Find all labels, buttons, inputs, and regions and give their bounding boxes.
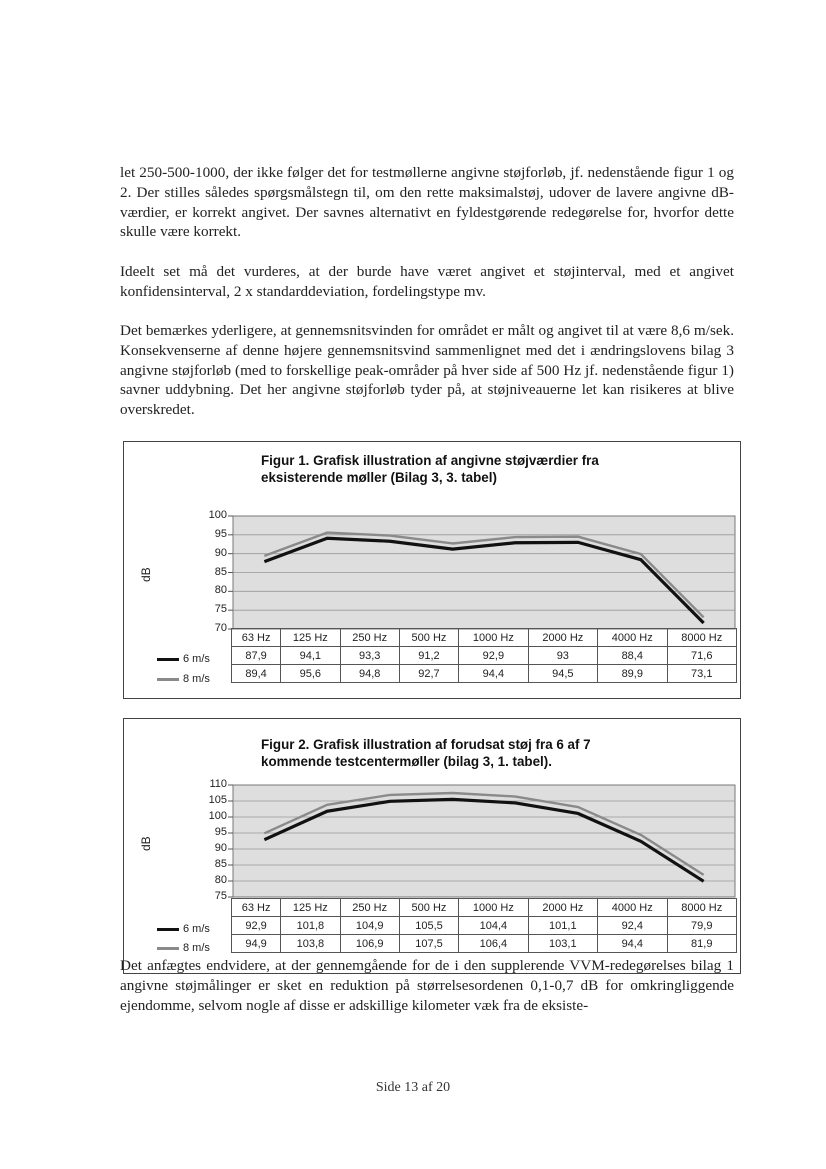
paragraph-2: Ideelt set må det vurderes, at der burde have været angivet et støjinterval, med et angivet konfidensinterval, 2 x standarddeviation, fordelingstype mv. [120, 263, 734, 300]
figure-1 [123, 441, 741, 699]
y-tick-label: 70 [214, 622, 227, 634]
data-label: 87,9 [232, 647, 281, 665]
legend-swatch-6ms [157, 658, 179, 661]
figure-2 [123, 718, 741, 974]
data-label: 106,4 [459, 935, 528, 953]
x-tick-label: 8000 Hz [667, 899, 737, 917]
x-tick-label: 63 Hz [232, 629, 281, 647]
x-tick-label: 1000 Hz [459, 629, 528, 647]
data-label: 93 [528, 647, 597, 665]
table-row [232, 647, 737, 665]
x-tick-label: 4000 Hz [598, 629, 667, 647]
x-tick-label: 500 Hz [399, 629, 458, 647]
y-tick-label: 85 [214, 858, 227, 870]
legend-swatch-6ms [157, 928, 179, 931]
data-label: 92,7 [399, 665, 458, 683]
figure-1-plot [233, 516, 735, 629]
figure-2-legend-8ms [157, 942, 210, 954]
x-tick-label: 4000 Hz [598, 899, 667, 917]
y-tick-label: 80 [214, 874, 227, 886]
figure-2-plot [233, 785, 735, 897]
paragraph-4: Det anfægtes endvidere, at der gennemgående for de i den supplerende VVM-redegørelses bilag 1 angivne støjmålinger er sket en reduktion på størrelsesordenen 0,1-0,7 dB for omkringliggende ejendomme, selvom nogle af disse er adskillige kilometer væk fra de eksiste- [120, 957, 734, 1014]
figure-1-data-table [231, 628, 737, 683]
data-label: 101,8 [281, 917, 340, 935]
data-label: 93,3 [340, 647, 399, 665]
paragraph-1: let 250-500-1000, der ikke følger det for testmøllerne angivne støjforløb, jf. nedenstående figur 1 og 2. Der stilles således spørgsmålstegn til, om den rette maksimalstøj, udover de lavere angivne dB-værdier, er korrekt angivet. Der savnes alternativt en fyldestgørende redegørelse for, hvorfor dette skulle være korrekt. [120, 164, 734, 241]
x-tick-label: 8000 Hz [667, 629, 737, 647]
x-tick-label: 250 Hz [340, 629, 399, 647]
figure-1-ylabel: dB [139, 567, 153, 582]
y-tick-label: 95 [214, 527, 227, 540]
paragraph-3: Det bemærkes yderligere, at gennemsnitsvinden for området er målt og angivet til at være 8,6 m/sek. Konsekvenserne af denne højere gennemsnitsvind sammenlignet med det i ændringslovens bilag 3 angivne støjforløb (med to forskellige peak-områder på hver side af 500 Hz jf. nedenstående figur 1) savner uddybning. Det her angivne støjforløb tyder på, at støjniveauerne let kan risikeres at blive overskredet. [120, 322, 734, 419]
data-label: 105,5 [399, 917, 458, 935]
data-label: 103,1 [528, 935, 597, 953]
table-row [232, 665, 737, 683]
data-label: 71,6 [667, 647, 737, 665]
page-footer: Side 13 af 20 [375, 1080, 451, 1095]
data-label: 94,1 [281, 647, 340, 665]
data-label: 79,9 [667, 917, 737, 935]
data-label: 92,9 [459, 647, 528, 665]
figure-2-title: Figur 2. Grafisk illustration af forudsat støj fra 6 af 7 kommende testcentermøller (bilag 3, 1. tabel). [261, 737, 591, 769]
data-label: 81,9 [667, 935, 737, 953]
data-label: 94,4 [598, 935, 667, 953]
data-label: 92,4 [598, 917, 667, 935]
data-label: 89,9 [598, 665, 667, 683]
x-tick-label: 250 Hz [340, 899, 399, 917]
data-label: 91,2 [399, 647, 458, 665]
data-label: 103,8 [281, 935, 340, 953]
data-label: 101,1 [528, 917, 597, 935]
data-label: 94,5 [528, 665, 597, 683]
x-tick-label: 2000 Hz [528, 629, 597, 647]
data-label: 88,4 [598, 647, 667, 665]
figure-1-title: Figur 1. Grafisk illustration af angivne støjværdier fra eksisterende møller (Bilag 3, 3. tabel) [261, 453, 599, 485]
figure-2-data-table [231, 898, 737, 953]
legend-label-8ms: 8 m/s [183, 942, 210, 954]
data-label: 73,1 [667, 665, 737, 683]
x-tick-label: 125 Hz [281, 899, 340, 917]
x-tick-label: 500 Hz [399, 899, 458, 917]
data-label: 92,9 [232, 917, 281, 935]
y-tick-label: 100 [208, 810, 227, 822]
y-tick-label: 95 [214, 826, 227, 838]
table-row [232, 935, 737, 953]
figure-2-ylabel: dB [139, 836, 153, 851]
data-label: 95,6 [281, 665, 340, 683]
x-tick-label: 2000 Hz [528, 899, 597, 917]
x-tick-label: 63 Hz [232, 899, 281, 917]
legend-label-8ms: 8 m/s [183, 673, 210, 685]
figure-1-legend-8ms [157, 673, 210, 685]
data-label: 94,4 [459, 665, 528, 683]
x-tick-label: 1000 Hz [459, 899, 528, 917]
y-tick-label: 105 [208, 794, 227, 806]
data-label: 89,4 [232, 665, 281, 683]
figure-1-legend-6ms [157, 653, 210, 665]
data-label: 94,9 [232, 935, 281, 953]
y-tick-label: 75 [214, 603, 227, 616]
data-label: 106,9 [340, 935, 399, 953]
data-label: 94,8 [340, 665, 399, 683]
y-tick-label: 110 [209, 778, 227, 790]
figure-2-legend-6ms [157, 923, 210, 935]
y-tick-label: 75 [214, 890, 227, 902]
data-label: 104,9 [340, 917, 399, 935]
x-tick-label: 125 Hz [281, 629, 340, 647]
y-tick-label: 80 [214, 584, 227, 597]
table-row [232, 917, 737, 935]
y-tick-label: 90 [214, 842, 227, 854]
y-tick-label: 90 [214, 546, 227, 559]
legend-swatch-8ms [157, 678, 179, 681]
legend-label-6ms: 6 m/s [183, 923, 210, 935]
data-label: 104,4 [459, 917, 528, 935]
legend-label-6ms: 6 m/s [183, 653, 210, 665]
y-tick-label: 100 [208, 509, 227, 521]
y-tick-label: 85 [214, 565, 227, 578]
legend-swatch-8ms [157, 947, 179, 950]
data-label: 107,5 [399, 935, 458, 953]
